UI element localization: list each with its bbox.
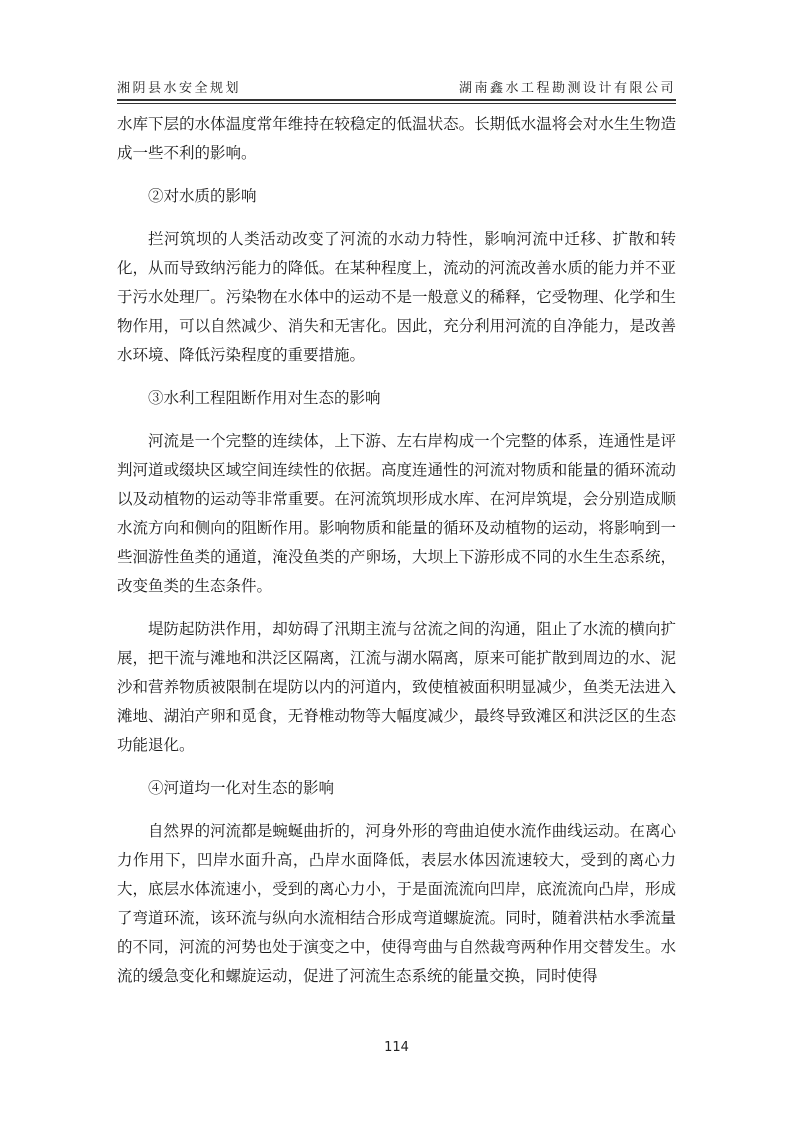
paragraph-river-continuum: 河流是一个完整的连续体，上下游、左右岸构成一个完整的体系，连通性是评判河道或缀块区域空间连续性的依据。高度连通性的河流对物质和能量的循环流动以及动植物的运动等非常重要。在河流筑坝形成水库、在河岸筑堤，会分别造成顺水流方向和侧向的阻断作用。影响物质和能量的循环及动植物的运动，将影响到一些洄游性鱼类的通道，淹没鱼类的产卵场，大坝上下游形成不同的水生生态系统，改变鱼类的生态条件。 (117, 432, 676, 595)
paragraph-meandering-river: 自然界的河流都是蜿蜒曲折的，河身外形的弯曲迫使水流作曲线运动。在离心力作用下，凹岸水面升高，凸岸水面降低，表层水体因流速较大，受到的离心力大，底层水体流速小，受到的离心力小，于是面流流向凹岸，底流流向凸岸，形成了弯道环流，该环流与纵向水流相结合形成弯道螺旋流。同时，随着洪枯水季流量的不同，河流的河势也处于演变之中，使得弯曲与自然裁弯两种作用交替发生。水流的缓急变化和螺旋运动，促进了河流生态系统的能量交换，同时使得 (117, 822, 676, 985)
header-company: 湖南鑫水工程勘测设计有限公司 (458, 81, 676, 96)
paragraph-water-quality: 拦河筑坝的人类活动改变了河流的水动力特性，影响河流中迁移、扩散和转化，从而导致纳污能力的降低。在某种程度上，流动的河流改善水质的能力并不亚于污水处理厂。污染物在水体中的运动不是一般意义的稀释，它受物理、化学和生物作用，可以自然减少、消失和无害化。因此，充分利用河流的自净能力，是改善水环境、降低污染程度的重要措施。 (117, 230, 676, 364)
page-header (117, 74, 676, 96)
header-rule-thin (117, 103, 676, 104)
section-heading-channel-uniformity: ④河道均一化对生态的影响 (148, 779, 335, 797)
document-body (117, 110, 676, 1005)
header-title: 湘阴县水安全规划 (117, 81, 242, 96)
header-rule-thick (117, 99, 676, 101)
page-number: 114 (384, 1040, 409, 1055)
section-heading-blocking-effect: ③水利工程阻断作用对生态的影响 (148, 389, 381, 407)
paragraph-embankment: 堤防起防洪作用，却妨碍了汛期主流与岔流之间的沟通，阻止了水流的横向扩展，把干流与滩地和洪泛区隔离，江流与湖水隔离，原来可能扩散到周边的水、泥沙和营养物质被限制在堤防以内的河道内，致使植被面积明显减少，鱼类无法进入滩地、湖泊产卵和觅食，无脊椎动物等大幅度减少，最终导致滩区和洪泛区的生态功能退化。 (117, 620, 676, 754)
section-heading-water-quality: ②对水质的影响 (148, 187, 257, 205)
paragraph-continued: 水库下层的水体温度常年维持在较稳定的低温状态。长期低水温将会对水生生物造成一些不利的影响。 (117, 115, 676, 162)
